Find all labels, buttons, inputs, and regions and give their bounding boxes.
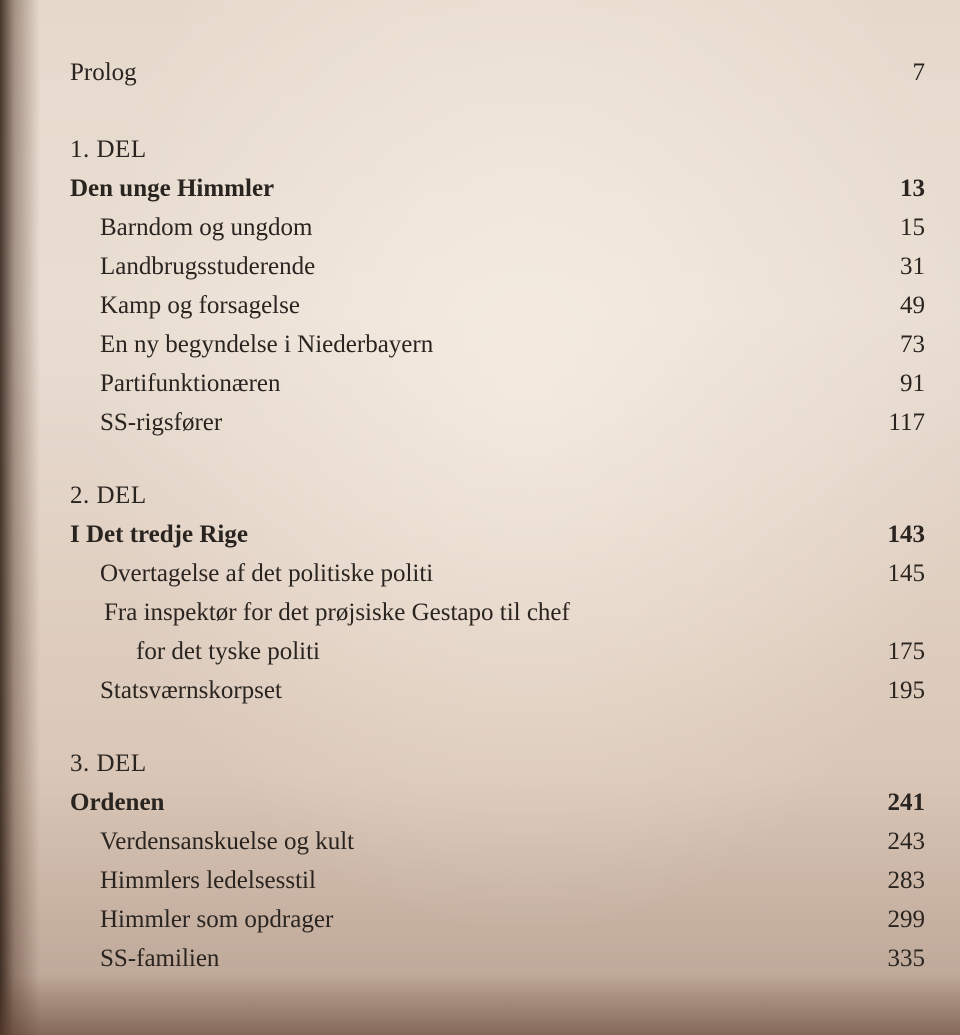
toc-entry [70,364,925,403]
part-title-2 [70,515,925,554]
toc-entry-page: 335 [887,945,925,972]
toc-entry [70,554,925,593]
toc-entry-title: Barndom og ungdom [100,214,313,241]
toc-entry-wrapped-line-2 [70,632,925,671]
toc-entry-title: Den unge Himmler [70,175,275,202]
toc-entry-title: I Det tredje Rige [70,521,248,548]
toc-entry [70,939,925,978]
toc-entry [70,208,925,247]
part-title-1 [70,169,925,208]
toc-entry-page: 15 [900,214,925,241]
toc-entry-page: 283 [887,867,925,894]
part-label-2: 2. DEL [70,482,147,509]
toc-entry-page: 7 [912,59,925,86]
toc-entry-page: 13 [900,175,925,202]
toc-entry-page: 31 [900,253,925,280]
part-label-3: 3. DEL [70,750,147,777]
page-bottom-shadow [0,975,960,1035]
toc-entry-page: 175 [887,638,925,665]
toc-entry-title: Himmler som opdrager [100,906,334,933]
toc-entry-title: SS-rigsfører [100,409,223,436]
part-title-3 [70,783,925,822]
toc-entry [70,900,925,939]
toc-entry [70,286,925,325]
toc-entry [70,247,925,286]
toc-entry-page: 91 [900,370,925,397]
toc-entry-prolog [70,50,925,96]
toc-entry-title: for det tyske politi [136,638,320,665]
toc-entry-page: 49 [900,292,925,319]
toc-entry-title: Prolog [70,59,137,86]
book-spine-shadow [0,0,40,1035]
toc-entry-page: 117 [888,409,925,436]
toc-entry-title: En ny begyndelse i Niederbayern [100,331,434,358]
toc-entry-title: Ordenen [70,789,165,816]
toc-entry-title: Overtagelse af det politiske politi [100,560,434,587]
toc-entry-wrapped-line-1 [70,593,925,632]
toc-entry-title: Kamp og forsagelse [100,292,300,319]
toc-entry [70,861,925,900]
toc-entry-title: Landbrugsstuderende [100,253,316,280]
toc-entry-title: Partifunktionæren [100,370,281,397]
toc-entry-page: 73 [900,331,925,358]
toc-entry-title: Statsværnskorpset [100,677,282,704]
toc-entry [70,403,925,442]
toc-entry [70,822,925,861]
table-of-contents [70,50,925,978]
toc-entry [70,671,925,710]
toc-entry-title: Verdensanskuelse og kult [100,828,355,855]
part-label-1: 1. DEL [70,136,147,163]
toc-entry-title: SS-familien [100,945,220,972]
toc-entry-page: 195 [887,677,925,704]
toc-entry-page: 299 [887,906,925,933]
toc-entry-title: Fra inspektør for det prøjsiske Gestapo til chef [104,599,570,626]
toc-entry-page: 143 [887,521,925,548]
toc-entry-page: 243 [887,828,925,855]
toc-entry-page: 241 [887,789,925,816]
toc-entry-page: 145 [887,560,925,587]
toc-entry-title: Himmlers ledelsesstil [100,867,316,894]
toc-entry [70,325,925,364]
